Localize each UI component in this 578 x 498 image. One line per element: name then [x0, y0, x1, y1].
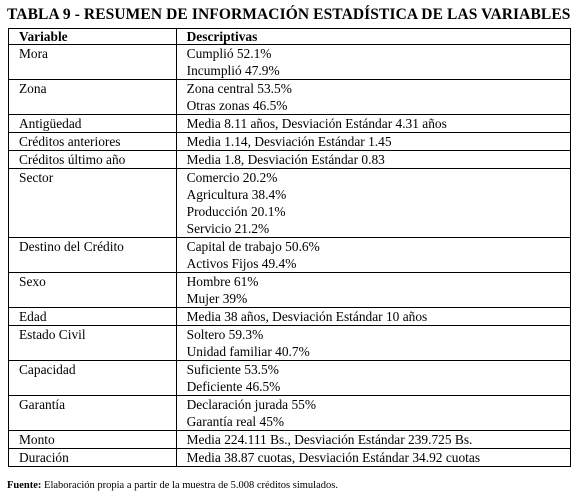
variable-cell: Duración	[9, 449, 177, 467]
descriptivas-cell	[176, 273, 570, 308]
descriptiva-line: Unidad familiar 40.7%	[186, 344, 310, 359]
variable-cell: Sector	[9, 169, 177, 238]
variable-cell: Mora	[9, 45, 177, 80]
table-row	[9, 396, 571, 431]
descriptivas-cell	[176, 115, 570, 133]
table-row	[9, 45, 571, 80]
table-row	[9, 80, 571, 115]
table-row	[9, 449, 571, 467]
descriptiva-line: Media 1.14, Desviación Estándar 1.45	[186, 134, 392, 149]
descriptiva-line: Comercio 20.2%	[186, 170, 278, 185]
descriptiva-line: Media 224.111 Bs., Desviación Estándar 239.725 Bs.	[186, 432, 473, 447]
descriptiva-line: Zona central 53.5%	[186, 81, 292, 96]
descriptiva-line: Declaración jurada 55%	[186, 397, 317, 412]
table-row	[9, 308, 571, 326]
descriptivas-cell	[176, 238, 570, 273]
variable-cell: Capacidad	[9, 361, 177, 396]
variable-cell: Monto	[9, 431, 177, 449]
descriptivas-cell	[176, 133, 570, 151]
descriptiva-line: Otras zonas 46.5%	[186, 98, 288, 113]
descriptiva-line: Producción 20.1%	[186, 204, 286, 219]
variable-cell: Destino del Crédito	[9, 238, 177, 273]
descriptiva-line: Deficiente 46.5%	[186, 379, 281, 394]
variable-cell: Zona	[9, 80, 177, 115]
descriptiva-line: Media 8.11 años, Desviación Estándar 4.31 años	[186, 116, 447, 131]
table-row	[9, 151, 571, 169]
descriptiva-line: Incumplió 47.9%	[186, 63, 280, 78]
descriptivas-cell	[176, 396, 570, 431]
descriptiva-line: Media 38 años, Desviación Estándar 10 años	[186, 309, 428, 324]
descriptiva-line: Suficiente 53.5%	[186, 362, 279, 377]
variable-cell: Antigüedad	[9, 115, 177, 133]
descriptiva-line: Mujer 39%	[186, 291, 248, 306]
descriptivas-cell	[176, 169, 570, 238]
column-header-descriptivas: Descriptivas	[176, 29, 570, 45]
column-header-variable: Variable	[9, 29, 177, 45]
descriptivas-cell	[176, 431, 570, 449]
descriptiva-line: Garantía real 45%	[186, 414, 285, 429]
variable-cell: Créditos último año	[9, 151, 177, 169]
descriptiva-line: Activos Fijos 49.4%	[186, 256, 297, 271]
table-header-row	[9, 29, 571, 45]
descriptivas-cell	[176, 45, 570, 80]
table-row	[9, 169, 571, 238]
source-label: Fuente:	[7, 480, 42, 491]
source-note	[7, 480, 338, 491]
descriptiva-line: Servicio 21.2%	[186, 221, 270, 236]
table-row	[9, 115, 571, 133]
table-title: TABLA 9 - RESUMEN DE INFORMACIÓN ESTADÍSTICA DE LAS VARIABLES	[7, 6, 571, 23]
table-row	[9, 361, 571, 396]
table-row	[9, 238, 571, 273]
table-row	[9, 431, 571, 449]
descriptiva-line: Soltero 59.3%	[186, 327, 264, 342]
descriptiva-line: Media 38.87 cuotas, Desviación Estándar 34.92 cuotas	[186, 450, 481, 465]
descriptivas-cell	[176, 151, 570, 169]
table-row	[9, 326, 571, 361]
descriptiva-line: Cumplió 52.1%	[186, 46, 272, 61]
descriptiva-line: Hombre 61%	[186, 274, 259, 289]
variable-cell: Créditos anteriores	[9, 133, 177, 151]
table-row	[9, 133, 571, 151]
descriptivas-cell	[176, 326, 570, 361]
descriptiva-line: Agricultura 38.4%	[186, 187, 287, 202]
table-body	[9, 45, 571, 467]
variable-cell: Sexo	[9, 273, 177, 308]
descriptivas-cell	[176, 361, 570, 396]
descriptivas-cell	[176, 80, 570, 115]
descriptivas-cell	[176, 308, 570, 326]
descriptiva-line: Media 1.8, Desviación Estándar 0.83	[186, 152, 385, 167]
source-text: Elaboración propia a partir de la muestra de 5.008 créditos simulados.	[41, 480, 338, 491]
descriptiva-line: Capital de trabajo 50.6%	[186, 239, 320, 254]
statistics-table	[8, 28, 571, 467]
variable-cell: Garantía	[9, 396, 177, 431]
table-row	[9, 273, 571, 308]
variable-cell: Edad	[9, 308, 177, 326]
variable-cell: Estado Civil	[9, 326, 177, 361]
descriptivas-cell	[176, 449, 570, 467]
